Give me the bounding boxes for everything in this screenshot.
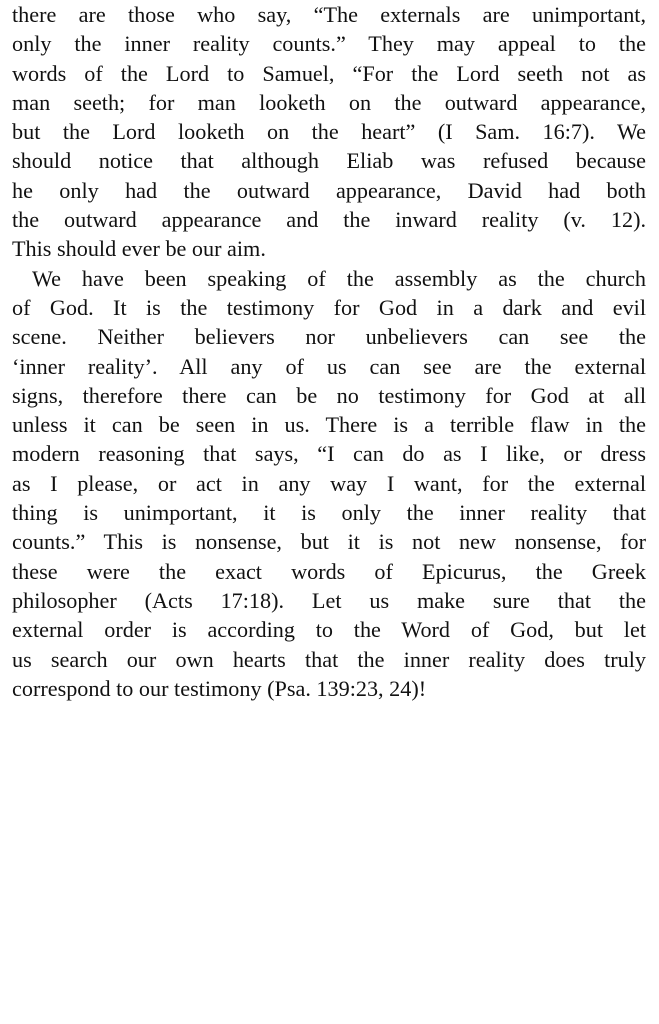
text-line: there are those who say, “The externals are unimportant, xyxy=(12,2,646,27)
text-line: should notice that although Eliab was refused because xyxy=(12,148,646,174)
text-line: us search our own hearts that the inner reality does truly xyxy=(12,646,646,672)
text-line: of God. It is the testimony for God in a dark and evil xyxy=(12,294,646,320)
text-line: but the Lord looketh on the heart” (I Sam. 16:7). We xyxy=(12,119,646,145)
text-line: man seeth; for man looketh on the outward appearance, xyxy=(12,89,646,115)
text-line: only the inner reality counts.” They may appeal to the xyxy=(12,31,646,57)
text-line: as I please, or act in any way I want, for the external xyxy=(12,470,646,496)
text-line: signs, therefore there can be no testimony for God at all xyxy=(12,382,646,408)
text-line: external order is according to the Word of God, but let xyxy=(12,617,646,643)
text-line: We have been speaking of the assembly as the church xyxy=(32,265,646,291)
text-line: thing is unimportant, it is only the inner reality that xyxy=(12,500,646,526)
text-line: correspond to our testimony (Psa. 139:23, 24)! xyxy=(12,675,427,701)
text-line: philosopher (Acts 17:18). Let us make sure that the xyxy=(12,587,646,613)
text-line: modern reasoning that says, “I can do as I like, or dress xyxy=(12,441,646,467)
text-line: the outward appearance and the inward reality (v. 12). xyxy=(12,207,646,233)
paragraph-1 xyxy=(12,0,646,264)
text-line: scene. Neither believers nor unbelievers can see the xyxy=(12,324,646,350)
text-line: ‘inner reality’. All any of us can see are the external xyxy=(12,353,646,379)
page-text xyxy=(12,0,646,703)
text-line: he only had the outward appearance, David had both xyxy=(12,177,646,203)
text-line: unless it can be seen in us. There is a terrible flaw in the xyxy=(12,412,646,438)
text-line: counts.” This is nonsense, but it is not new nonsense, for xyxy=(12,529,646,555)
text-line: words of the Lord to Samuel, “For the Lord seeth not as xyxy=(12,60,646,86)
text-line: these were the exact words of Epicurus, the Greek xyxy=(12,558,646,584)
paragraph-2 xyxy=(12,264,646,703)
text-line: This should ever be our aim. xyxy=(12,236,266,262)
